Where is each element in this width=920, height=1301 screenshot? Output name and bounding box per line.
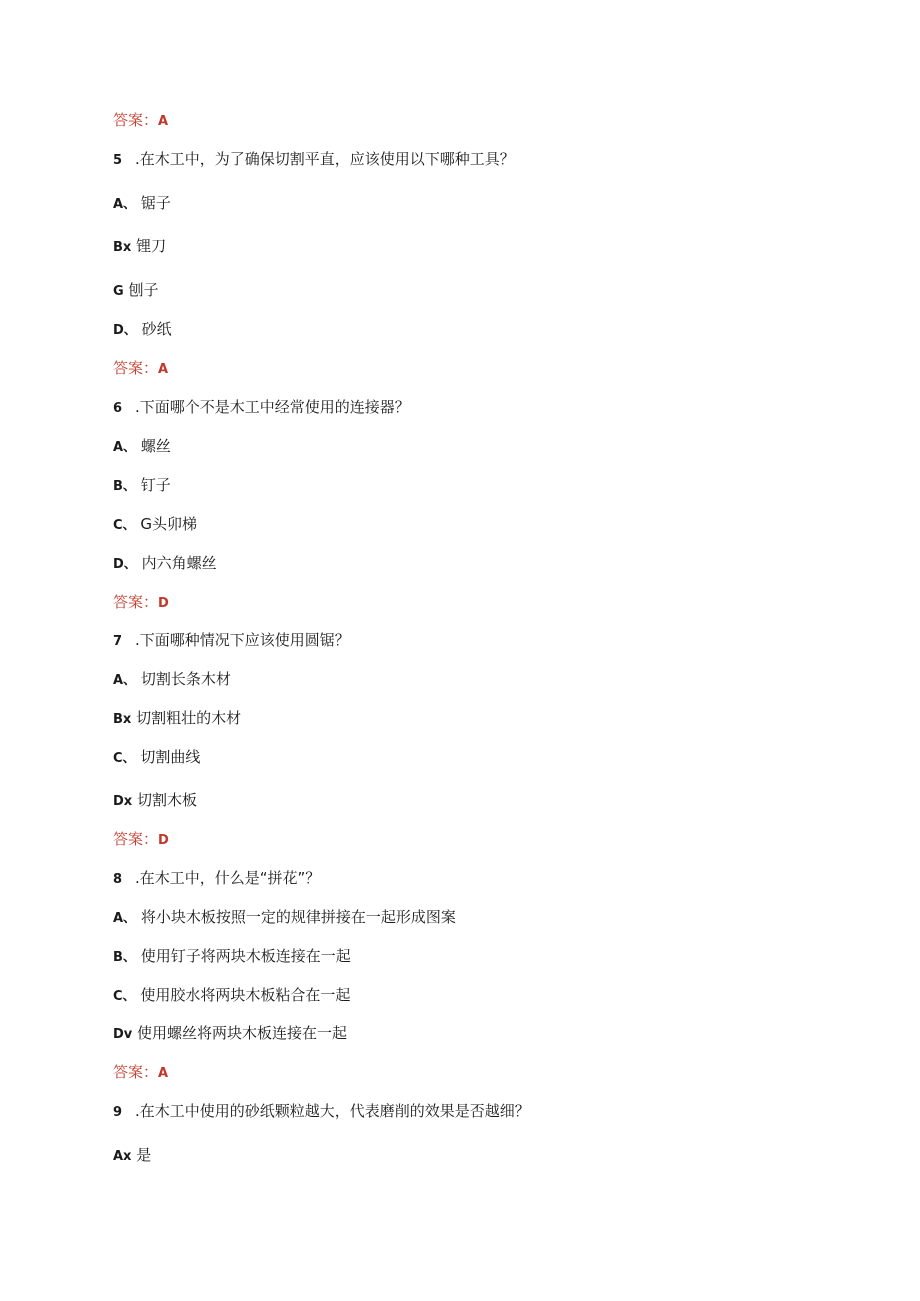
option-line	[113, 553, 217, 575]
option-line	[113, 790, 197, 812]
answer-label: 答案：	[113, 359, 159, 377]
option-prefix: Bx	[113, 240, 132, 255]
option-line	[113, 236, 166, 258]
answer-value: A	[158, 114, 169, 129]
question-line	[113, 630, 350, 652]
option-line	[113, 747, 200, 769]
option-prefix: Dv	[113, 1027, 133, 1042]
option-text: 钉子	[135, 476, 171, 494]
answer-value: D	[158, 596, 169, 611]
option-line	[113, 514, 197, 536]
option-prefix: Bx	[113, 712, 132, 727]
option-prefix: A、	[113, 197, 137, 212]
option-line	[113, 1023, 347, 1045]
option-line	[113, 907, 456, 929]
question-line	[113, 397, 410, 419]
question-line	[113, 1101, 530, 1123]
option-text: 砂纸	[136, 320, 172, 338]
answer-line	[113, 110, 168, 132]
option-line	[113, 708, 241, 730]
option-prefix: A、	[113, 911, 137, 926]
option-prefix: B、	[113, 950, 136, 965]
option-line	[113, 436, 171, 458]
option-prefix: Ax	[113, 1149, 132, 1164]
question-number: 9	[113, 1105, 123, 1120]
answer-label: 答案：	[113, 1063, 159, 1081]
option-text: 使用螺丝将两块木板连接在一起	[132, 1024, 348, 1042]
answer-value: A	[158, 362, 169, 377]
question-text: .在木工中，为了确保切割平直，应该使用以下哪种工具？	[135, 150, 515, 168]
option-prefix: C、	[113, 518, 136, 533]
option-line	[113, 669, 231, 691]
question-line	[113, 149, 515, 171]
option-prefix: Dx	[113, 794, 133, 809]
option-prefix: A、	[113, 440, 137, 455]
option-text: 切割木板	[132, 791, 197, 809]
option-text: 使用钉子将两块木板连接在一起	[135, 947, 351, 965]
option-line	[113, 475, 171, 497]
answer-line	[113, 829, 169, 851]
option-text: 切割曲线	[135, 748, 201, 766]
option-prefix: C、	[113, 751, 136, 766]
option-text: 内六角螺丝	[136, 554, 217, 572]
question-text: .在木工中使用的砂纸颗粒越大，代表磨削的效果是否越细？	[135, 1102, 530, 1120]
answer-line	[113, 358, 168, 380]
option-text: 锯子	[136, 194, 171, 212]
option-prefix: D、	[113, 323, 137, 338]
option-text: G头卯梯	[135, 515, 197, 533]
question-number: 6	[113, 401, 123, 416]
option-text: 切割长条木材	[136, 670, 231, 688]
option-text: 锂刀	[131, 237, 167, 255]
option-text: 刨子	[123, 281, 159, 299]
question-number: 5	[113, 153, 123, 168]
option-prefix: B、	[113, 479, 136, 494]
option-prefix: G	[113, 284, 124, 299]
question-text: .下面哪个不是木工中经常使用的连接器？	[135, 398, 410, 416]
question-number: 8	[113, 872, 123, 887]
answer-value: A	[158, 1066, 169, 1081]
option-line	[113, 280, 158, 302]
question-text: .下面哪种情况下应该使用圆锯？	[135, 631, 350, 649]
answer-label: 答案：	[113, 830, 159, 848]
option-line	[113, 1145, 151, 1167]
option-text: 是	[131, 1146, 152, 1164]
option-line	[113, 946, 351, 968]
option-prefix: D、	[113, 557, 137, 572]
option-line	[113, 319, 172, 341]
option-text: 螺丝	[136, 437, 171, 455]
answer-line	[113, 1062, 168, 1084]
answer-label: 答案：	[113, 111, 159, 129]
option-line	[113, 985, 350, 1007]
option-line	[113, 193, 171, 215]
option-prefix: C、	[113, 989, 136, 1004]
question-number: 7	[113, 634, 123, 649]
question-line	[113, 868, 320, 890]
answer-value: D	[158, 833, 169, 848]
option-prefix: A、	[113, 673, 137, 688]
option-text: 将小块木板按照一定的规律拼接在一起形成图案	[136, 908, 456, 926]
option-text: 切割粗壮的木材	[131, 709, 242, 727]
answer-line	[113, 592, 169, 614]
answer-label: 答案：	[113, 593, 159, 611]
question-text: .在木工中，什么是“拼花”？	[135, 869, 321, 887]
option-text: 使用胶水将两块木板粘合在一起	[135, 986, 351, 1004]
